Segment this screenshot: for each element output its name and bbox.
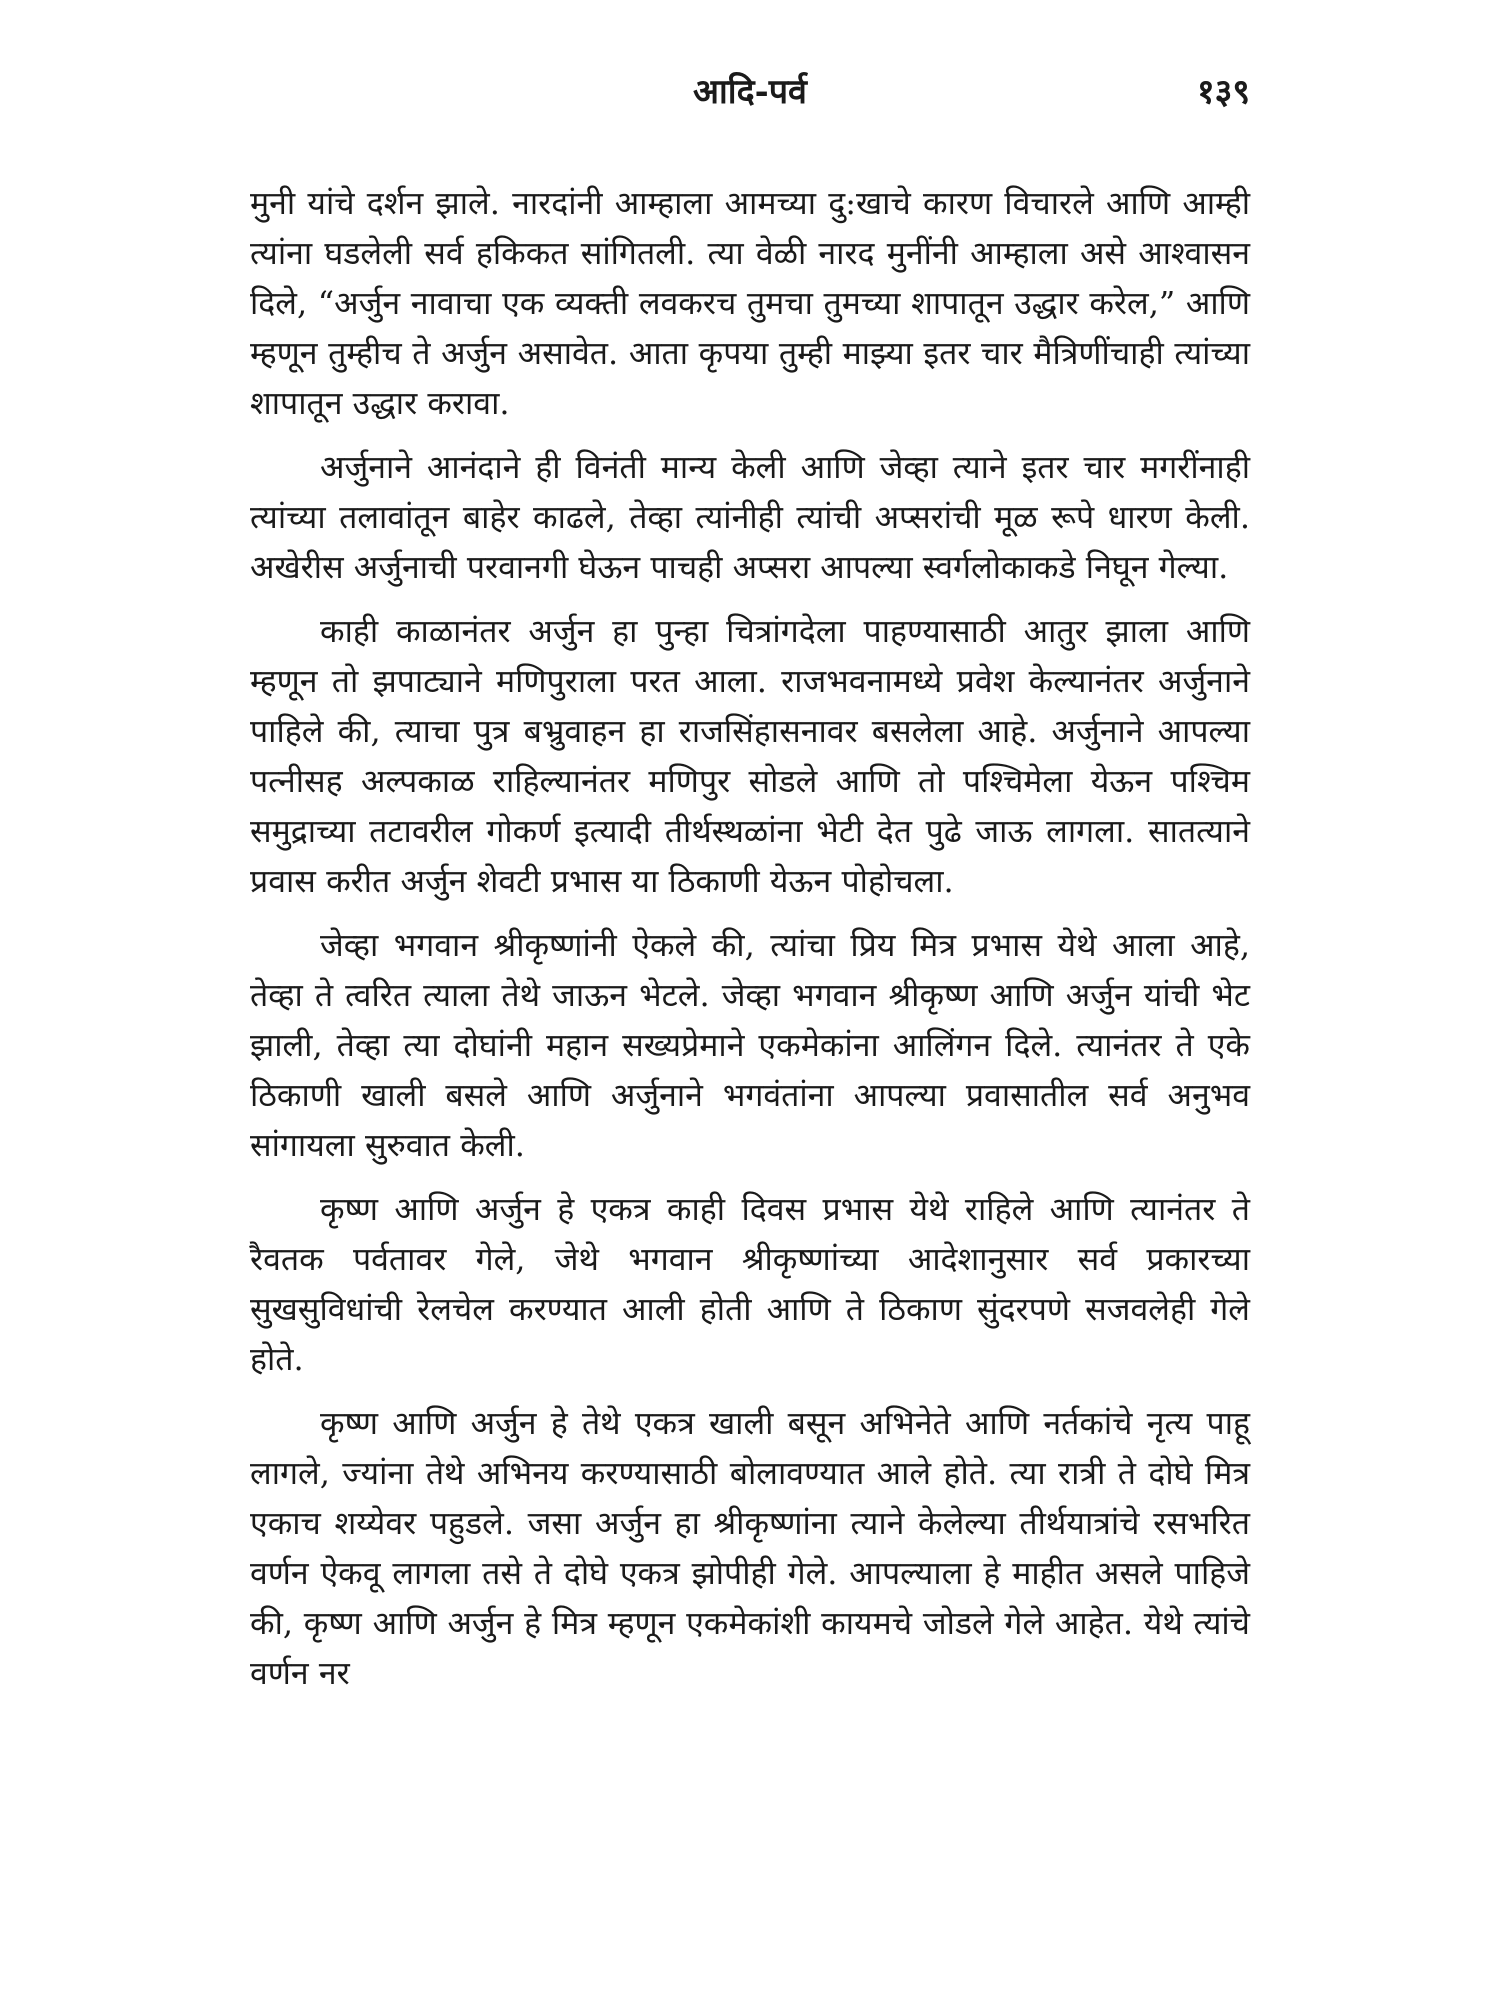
- paragraph: जेव्हा भगवान श्रीकृष्णांनी ऐकले की, त्यांचा प्रिय मित्र प्रभास येथे आला आहे, तेव्हा ते त्वरित त्याला तेथे जाऊन भेटले. जेव्हा भगवान श्रीकृष्ण आणि अर्जुन यांची भेट झाली, तेव्हा त्या दोघांनी महान सख्यप्रेमाने एकमेकांना आलिंगन दिले. त्यानंतर ते एके ठिकाणी खाली बसले आणि अर्जुनाने भगवंतांना आपल्या प्रवासातील सर्व अनुभव सांगायला सुरुवात केली.: [250, 926, 1250, 1164]
- page-number: १३९: [1196, 72, 1250, 112]
- paragraph: कृष्ण आणि अर्जुन हे तेथे एकत्र खाली बसून अभिनेते आणि नर्तकांचे नृत्य पाहू लागले, ज्यांना तेथे अभिनय करण्यासाठी बोलावण्यात आले होते. त्या रात्री ते दोघे मित्र एकाच शय्येवर पहुडले. जसा अर्जुन हा श्रीकृष्णांना त्याने केलेल्या तीर्थयात्रांचे रसभरित वर्णन ऐकवू लागला तसे ते दोघे एकत्र झोपीही गेले. आपल्याला हे माहीत असले पाहिजे की, कृष्ण आणि अर्जुन हे मित्र म्हणून एकमेकांशी कायमचे जोडले गेले आहेत. येथे त्यांचे वर्णन नर: [250, 1404, 1250, 1692]
- body-text: [250, 178, 1250, 1712]
- paragraph: काही काळानंतर अर्जुन हा पुन्हा चित्रांगदेला पाहण्यासाठी आतुर झाला आणि म्हणून तो झपाट्याने मणिपुराला परत आला. राजभवनामध्ये प्रवेश केल्यानंतर अर्जुनाने पाहिले की, त्याचा पुत्र बभ्रुवाहन हा राजसिंहासनावर बसलेला आहे. अर्जुनाने आपल्या पत्नीसह अल्पकाळ राहिल्यानंतर मणिपुर सोडले आणि तो पश्चिमेला येऊन पश्चिम समुद्राच्या तटावरील गोकर्ण इत्यादी तीर्थस्थळांना भेटी देत पुढे जाऊ लागला. सातत्याने प्रवास करीत अर्जुन शेवटी प्रभास या ठिकाणी येऊन पोहोचला.: [250, 612, 1250, 900]
- section-title: आदि-पर्व: [693, 72, 807, 112]
- paragraph: कृष्ण आणि अर्जुन हे एकत्र काही दिवस प्रभास येथे राहिले आणि त्यानंतर ते रैवतक पर्वतावर गेले, जेथे भगवान श्रीकृष्णांच्या आदेशानुसार सर्व प्रकारच्या सुखसुविधांची रेलचेल करण्यात आली होती आणि ते ठिकाण सुंदरपणे सजवलेही गेले होते.: [250, 1190, 1250, 1378]
- paragraph-continuation: मुनी यांचे दर्शन झाले. नारदांनी आम्हाला आमच्या दु:खाचे कारण विचारले आणि आम्ही त्यांना घडलेली सर्व हकिकत सांगितली. त्या वेळी नारद मुनींनी आम्हाला असे आश्वासन दिले, “अर्जुन नावाचा एक व्यक्ती लवकरच तुमचा तुमच्या शापातून उद्धार करेल,” आणि म्हणून तुम्हीच ते अर्जुन असावेत. आता कृपया तुम्ही माझ्या इतर चार मैत्रिणींचाही त्यांच्या शापातून उद्धार करावा.: [250, 184, 1250, 422]
- paragraph: अर्जुनाने आनंदाने ही विनंती मान्य केली आणि जेव्हा त्याने इतर चार मगरींनाही त्यांच्या तलावांतून बाहेर काढले, तेव्हा त्यांनीही त्यांची अप्सरांची मूळ रूपे धारण केली. अखेरीस अर्जुनाची परवानगी घेऊन पाचही अप्सरा आपल्या स्वर्गलोकाकडे निघून गेल्या.: [250, 448, 1250, 586]
- running-header: [250, 62, 1250, 122]
